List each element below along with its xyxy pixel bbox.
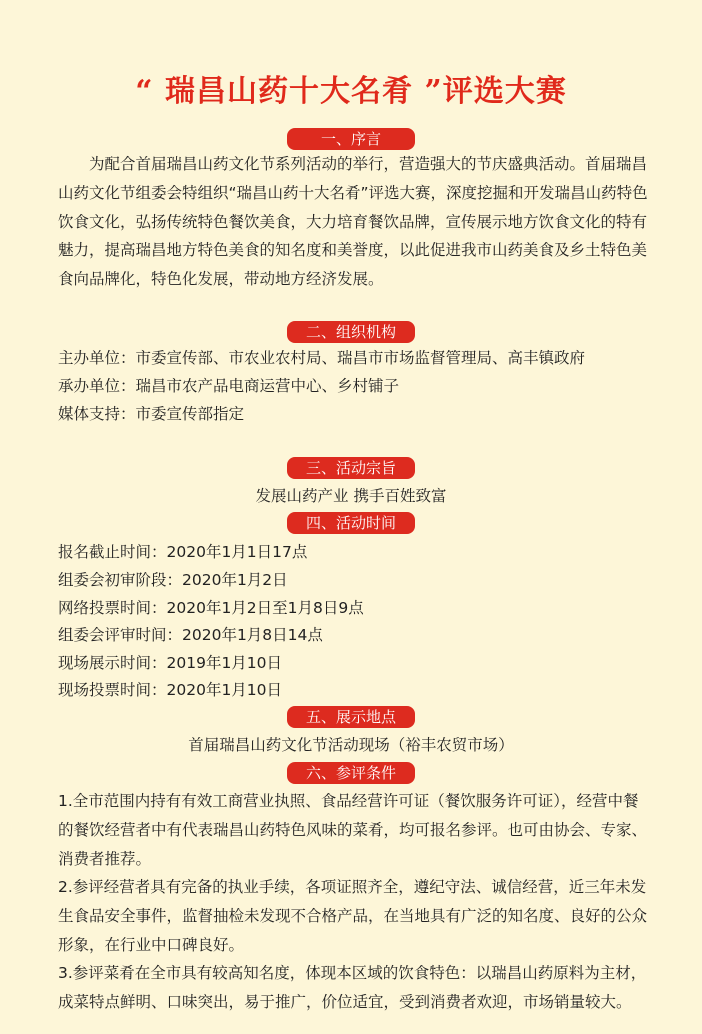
section-header-preface: 一、序言 — [287, 128, 415, 150]
section-header-schedule: 四、活动时间 — [287, 512, 415, 534]
condition-item: 3.参评菜肴在全市具有较高知名度，体现本区域的饮食特色：以瑞昌山药原料为主材，成菜特点鲜明、口味突出，易于推广，价位适宜，受到消费者欢迎，市场销量较大。 — [58, 964, 647, 1011]
condition-item: 1.全市范围内持有有效工商营业执照、食品经营许可证（餐饮服务许可证），经营中餐的餐饮经营者中有代表瑞昌山药特色风味的菜肴，均可报名参评。也可由协会、专家、消费者推荐。 — [58, 792, 648, 868]
schedule-item: 现场投票时间：2020年1月10日 — [58, 681, 283, 699]
condition-item: 2.参评经营者具有完备的执业手续，各项证照齐全，遵纪守法、诚信经营，近三年未发生食品安全事件，监督抽检未发现不合格产品，在当地具有广泛的知名度、良好的公众形象，在行业中口碑良好。 — [58, 878, 648, 954]
section-header-venue: 五、展示地点 — [287, 706, 415, 728]
host-line: 主办单位：市委宣传部、市农业农村局、瑞昌市市场监督管理局、高丰镇政府 — [58, 349, 586, 367]
section-header-organization: 二、组织机构 — [287, 321, 415, 343]
media-line: 媒体支持：市委宣传部指定 — [58, 405, 245, 423]
section-header-purpose: 三、活动宗旨 — [287, 457, 415, 479]
schedule-item: 组委会初审阶段：2020年1月2日 — [58, 571, 288, 589]
schedule-item: 报名截止时间：2020年1月1日17点 — [58, 543, 308, 561]
organizer-line: 承办单位：瑞昌市农产品电商运营中心、乡村铺子 — [58, 377, 400, 395]
schedule-item: 现场展示时间：2019年1月10日 — [58, 654, 283, 672]
section-header-conditions: 六、参评条件 — [287, 762, 415, 784]
preface-paragraph: 为配合首届瑞昌山药文化节系列活动的举行，营造强大的节庆盛典活动。首届瑞昌山药文化节组委会特组织“瑞昌山药十大名肴”评选大赛，深度挖掘和开发瑞昌山药特色饮食文化，弘扬传统特色餐饮美食，大力培育餐饮品牌，宣传展示地方饮食文化的特有魅力，提高瑞昌地方特色美食的知名度和美誉度，以此促进我市山药美食及乡土特色美食向品牌化，特色化发展，带动地方经济发展。 — [58, 155, 648, 289]
page-title: “ 瑞昌山药十大名肴 ”评选大赛 — [135, 74, 567, 109]
schedule-item: 组委会评审时间：2020年1月8日14点 — [58, 626, 323, 644]
schedule-item: 网络投票时间：2020年1月2日至1月8日9点 — [58, 599, 364, 617]
venue-text: 首届瑞昌山药文化节活动现场（裕丰农贸市场） — [188, 736, 514, 754]
purpose-text: 发展山药产业 携手百姓致富 — [255, 487, 447, 505]
